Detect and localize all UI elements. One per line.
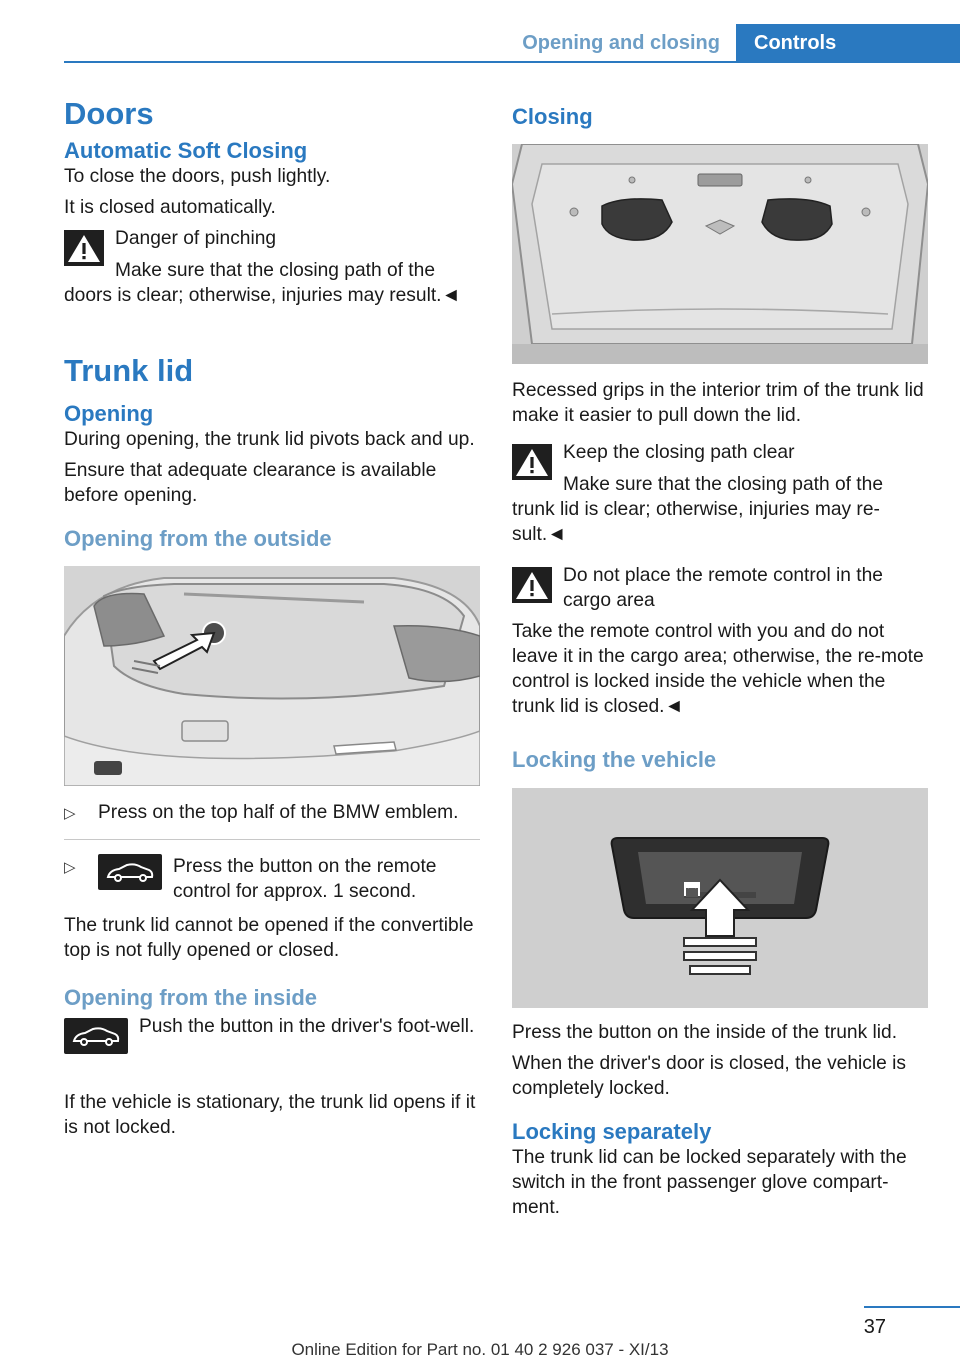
soft-close-heading: Automatic Soft Closing	[64, 137, 308, 163]
lock-button-illustration	[512, 788, 928, 1008]
bullet-remote-text: Press the button on the remote control for approx. 1 second.	[173, 856, 437, 903]
right-column	[512, 104, 928, 1220]
controls-tab[interactable]: Controls	[736, 24, 960, 62]
locking-text-1: Press the button on the inside of the trunk lid.	[512, 1021, 898, 1043]
bullet-emblem	[64, 800, 480, 839]
trunk-button-icon	[98, 854, 162, 890]
bullet-marker-icon: ▷	[64, 859, 76, 877]
warning-icon	[512, 444, 552, 480]
pinch-warning	[64, 226, 480, 308]
pinch-warning-body: Make sure that the closing path of the doors is clear; otherwise, injuries may result.◄	[64, 260, 461, 307]
footer-rule	[864, 1306, 960, 1308]
page-number: 37	[863, 1316, 886, 1338]
left-column	[64, 96, 480, 1140]
trunk-exterior-illustration	[64, 566, 480, 786]
clear-path-warning-body: Make sure that the closing path of the trunk lid is clear; otherwise, injuries may re‐sult.◄	[512, 474, 883, 546]
bullet-remote	[64, 839, 480, 911]
trunk-exterior-figure	[64, 566, 480, 786]
trunk-interior-figure	[512, 144, 928, 364]
stationary-note: If the vehicle is stationary, the trunk lid opens if it is not locked.	[64, 1091, 476, 1138]
soft-close-text-2: It is closed automatically.	[64, 197, 276, 219]
opening-text-2: Ensure that adequate clearance is available before opening.	[64, 460, 437, 507]
locking-heading: Locking the vehicle	[512, 747, 717, 773]
edition-footer: Online Edition for Part no. 01 40 2 926 037 - XI/13	[291, 1340, 669, 1359]
remote-warning	[512, 563, 928, 719]
opening-text-1: During opening, the trunk lid pivots back and up.	[64, 429, 475, 451]
trunk-lid-heading: Trunk lid	[64, 353, 194, 389]
trunk-interior-illustration	[512, 144, 928, 364]
pinch-warning-title: Danger of pinching	[115, 228, 277, 250]
locking-text-2: When the driver's door is closed, the vehicle is completely locked.	[512, 1052, 906, 1099]
clear-path-warning-title: Keep the closing path clear	[563, 442, 795, 464]
header-rule	[64, 61, 960, 63]
warning-icon	[512, 567, 552, 603]
grips-text: Recessed grips in the interior trim of the trunk lid make it easier to pull down the lid.	[512, 380, 924, 427]
inside-block	[64, 1014, 480, 1084]
bullet-emblem-text: Press on the top half of the BMW emblem.	[98, 802, 459, 824]
doors-heading: Doors	[64, 96, 154, 131]
soft-close-text-1: To close the doors, push lightly.	[64, 166, 331, 188]
outside-heading: Opening from the outside	[64, 526, 332, 552]
convertible-note: The trunk lid cannot be opened if the convertible top is not fully opened or closed.	[64, 915, 474, 962]
warning-icon	[64, 230, 104, 266]
locking-separately-text: The trunk lid can be locked separately with the switch in the front passenger glove compart‐ment.	[512, 1147, 907, 1219]
closing-heading: Closing	[512, 104, 593, 129]
car-trunk-icon	[105, 861, 155, 883]
clear-path-warning	[512, 440, 928, 547]
inside-text: Push the button in the driver's foot‐well.	[139, 1015, 475, 1037]
opening-heading: Opening	[64, 400, 154, 426]
section-label: Opening and closing	[522, 32, 720, 54]
page-header	[0, 24, 960, 62]
remote-warning-title: Do not place the remote control in the cargo area	[563, 565, 883, 612]
trunk-button-icon	[64, 1018, 128, 1054]
remote-warning-body: Take the remote control with you and do not leave it in the cargo area; otherwise, the re‐mote control is locked inside the vehicle when the trunk lid is closed.◄	[512, 621, 924, 718]
inside-heading: Opening from the inside	[64, 985, 318, 1011]
locking-separately-heading: Locking separately	[512, 1118, 712, 1144]
lock-button-figure	[512, 788, 928, 1008]
car-trunk-icon	[71, 1025, 121, 1047]
bullet-marker-icon: ▷	[64, 805, 76, 823]
